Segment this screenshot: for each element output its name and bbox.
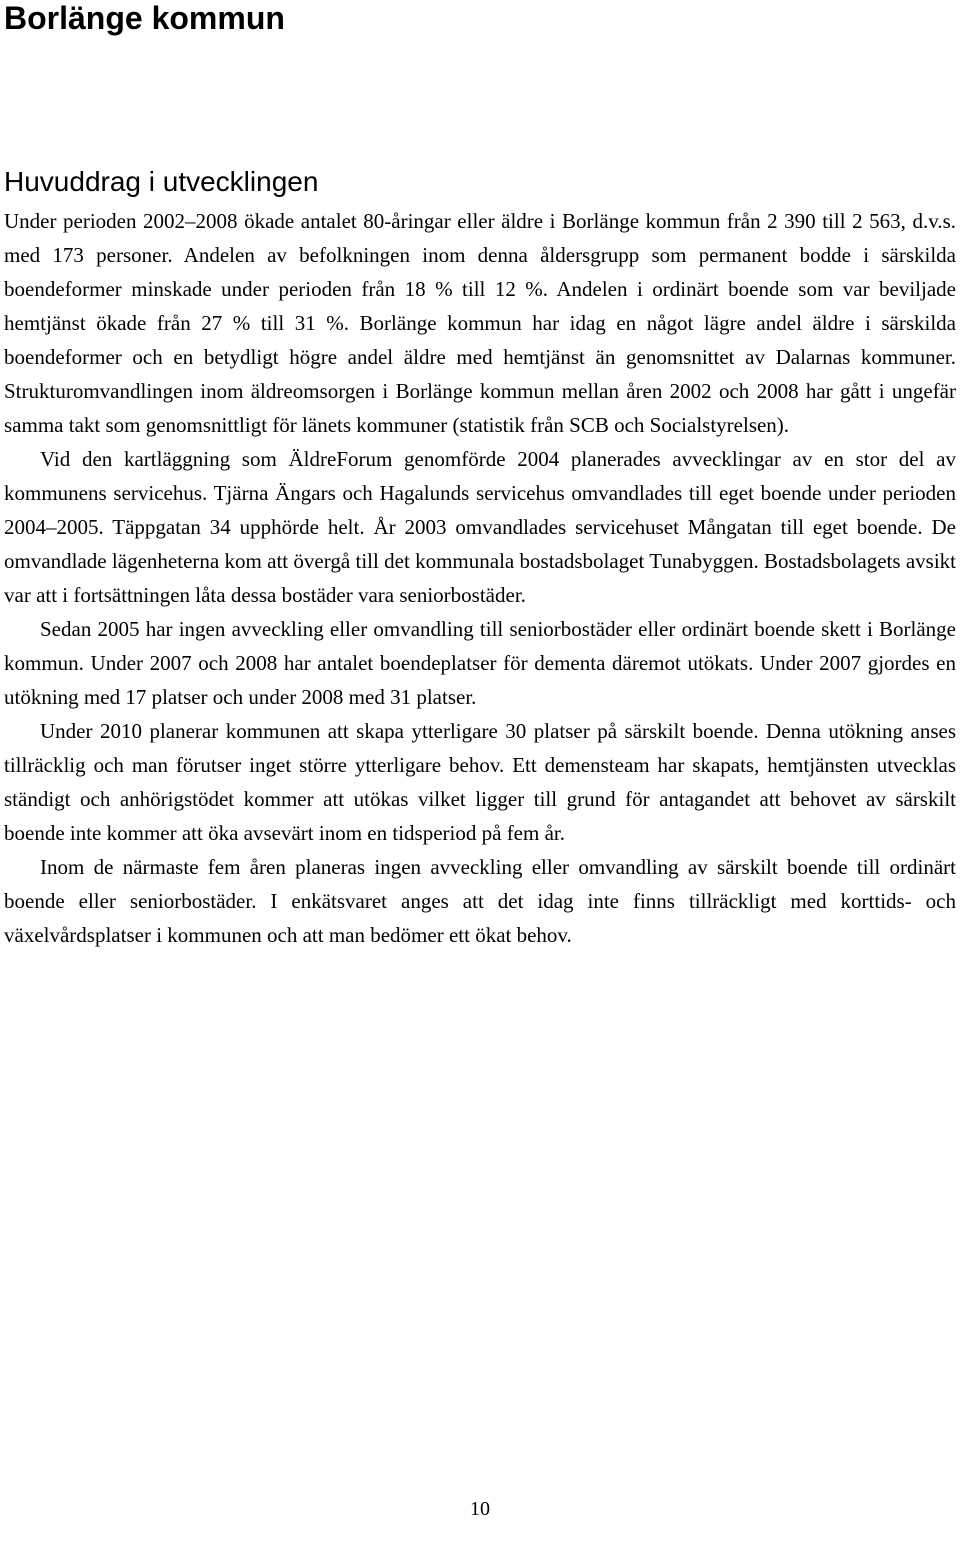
- paragraph-5: Inom de närmaste fem åren planeras ingen avveckling eller omvandling av särskilt boende till ordinärt boende eller seniorbostäder. I enkätsvaret anges att det idag inte finns tillräckligt med korttids- och växelvårdsplatser i kommunen och att man bedömer ett ökat behov.: [4, 855, 956, 947]
- section-heading: Huvuddrag i utvecklingen: [4, 166, 319, 197]
- paragraph-4: Under 2010 planerar kommunen att skapa ytterligare 30 platser på särskilt boende. Denna utökning anses tillräcklig och man förutser inget större ytterligare behov. Ett demensteam har skapats, hemtjänsten utvecklas ständigt och anhörigstödet kommer att utökas vilket ligger till grund för antagandet att behovet av särskilt boende inte kommer att öka avsevärt inom en tidsperiod på fem år.: [4, 719, 956, 845]
- page-number: 10: [470, 1498, 490, 1520]
- paragraph-1: Under perioden 2002–2008 ökade antalet 80-åringar eller äldre i Borlänge kommun från 2 390 till 2 563, d.v.s. med 173 personer. Andelen av befolkningen inom denna åldersgrupp som permanent bodde i särskilda boendeformer minskade under perioden från 18 % till 12 %. Andelen i ordinärt boende som var beviljade hemtjänst ökade från 27 % till 31 %. Borlänge kommun har idag en något lägre andel äldre i särskilda boendeformer och en betydligt högre andel äldre med hemtjänst än genomsnittet av Dalarnas kommuner. Strukturomvandlingen inom äldreomsorgen i Borlänge kommun mellan åren 2002 och 2008 har gått i ungefär samma takt som genomsnittligt för länets kommuner (statistik från SCB och Socialstyrelsen).: [4, 209, 956, 437]
- paragraph-3: Sedan 2005 har ingen avveckling eller omvandling till seniorbostäder eller ordinärt boende skett i Borlänge kommun. Under 2007 och 2008 har antalet boendeplatser för dementa däremot utökats. Under 2007 gjordes en utökning med 17 platser och under 2008 med 31 platser.: [4, 617, 956, 709]
- document-title: Borlänge kommun: [4, 0, 285, 36]
- paragraph-2: Vid den kartläggning som ÄldreForum genomförde 2004 planerades avvecklingar av en stor del av kommunens servicehus. Tjärna Ängars och Hagalunds servicehus omvandlades till eget boende under perioden 2004–2005. Täppgatan 34 upphörde helt. År 2003 omvandlades servicehuset Mångatan till eget boende. De omvandlade lägenheterna kom att övergå till det kommunala bostadsbolaget Tunabyggen. Bostadsbolagets avsikt var att i fortsättningen låta dessa bostäder vara seniorbostäder.: [4, 447, 956, 607]
